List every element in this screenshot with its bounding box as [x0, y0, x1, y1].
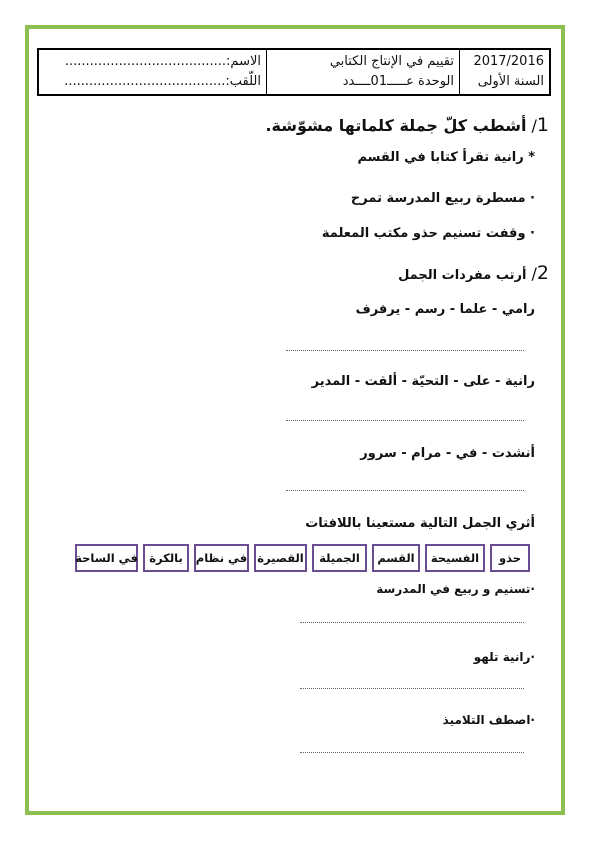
q3-sentence-2: ·رانية تلهو	[473, 650, 535, 664]
q2-answer-line-1[interactable]	[286, 350, 524, 351]
name-field[interactable]: الاسم:.......................................	[64, 54, 261, 69]
q3-sentence-1: ·تسنيم و ربيع في المدرسة	[376, 582, 535, 596]
word-card: في الساحة	[75, 544, 138, 572]
q1-item-3: · وقفت تسنيم حذو مكتب المعلمة	[321, 226, 535, 241]
question-2-title: أرتب مفردات الجمل	[398, 268, 527, 283]
question-2-number: 2	[536, 262, 549, 284]
title-cell	[267, 50, 460, 94]
question-1: 1/ أشطب كلّ جملة كلماتها مشوّشة.	[265, 114, 549, 136]
assessment-title: تقييم في الإنتاج الكتابي	[329, 54, 454, 69]
word-card: الجميلة	[312, 544, 367, 572]
surname-field[interactable]: اللّقب:.......................................	[64, 74, 261, 89]
q2-line-3: أنشدت - في - مرام - سرور	[360, 446, 535, 461]
q2-line-1: رامي - علما - رسم - يرفرف	[355, 302, 535, 317]
school-year: 2017/2016	[473, 54, 544, 69]
word-card: حذو	[490, 544, 530, 572]
word-card: القسم	[372, 544, 420, 572]
word-card: الفسيحة	[425, 544, 485, 572]
question-2: 2/ أرتب مفردات الجمل	[398, 262, 549, 284]
word-card: بالكرة	[143, 544, 189, 572]
question-1-number: 1	[536, 114, 549, 136]
q3-sentence-3: ·اصطف التلاميذ	[442, 713, 535, 727]
q1-item-2: · مسطرة ربيع المدرسة تمرح	[350, 191, 535, 206]
unit-label: الوحدة عـــــ01ــــدد	[342, 74, 454, 89]
q2-answer-line-3[interactable]	[286, 490, 524, 491]
q3-answer-line-1[interactable]	[300, 622, 524, 623]
student-info-cell	[39, 50, 267, 94]
q2-line-2: رانية - على - التحيّة - ألقت - المدير	[311, 374, 535, 389]
q2-answer-line-2[interactable]	[286, 420, 524, 421]
word-bank	[70, 544, 530, 574]
word-card: القصيرة	[254, 544, 307, 572]
q1-item-1: * رانية تقرأ كتابا في القسم	[357, 150, 535, 165]
year-cell	[460, 50, 549, 94]
question-1-title: أشطب كلّ جملة كلماتها مشوّشة.	[265, 116, 527, 135]
word-card: في نظام	[194, 544, 249, 572]
header-table	[37, 48, 551, 96]
q3-answer-line-3[interactable]	[300, 752, 524, 753]
question-3-title: أثري الجمل التالية مستعينا باللافتات	[305, 516, 535, 531]
grade-level: السنة الأولى	[477, 74, 544, 89]
q3-answer-line-2[interactable]	[300, 688, 524, 689]
